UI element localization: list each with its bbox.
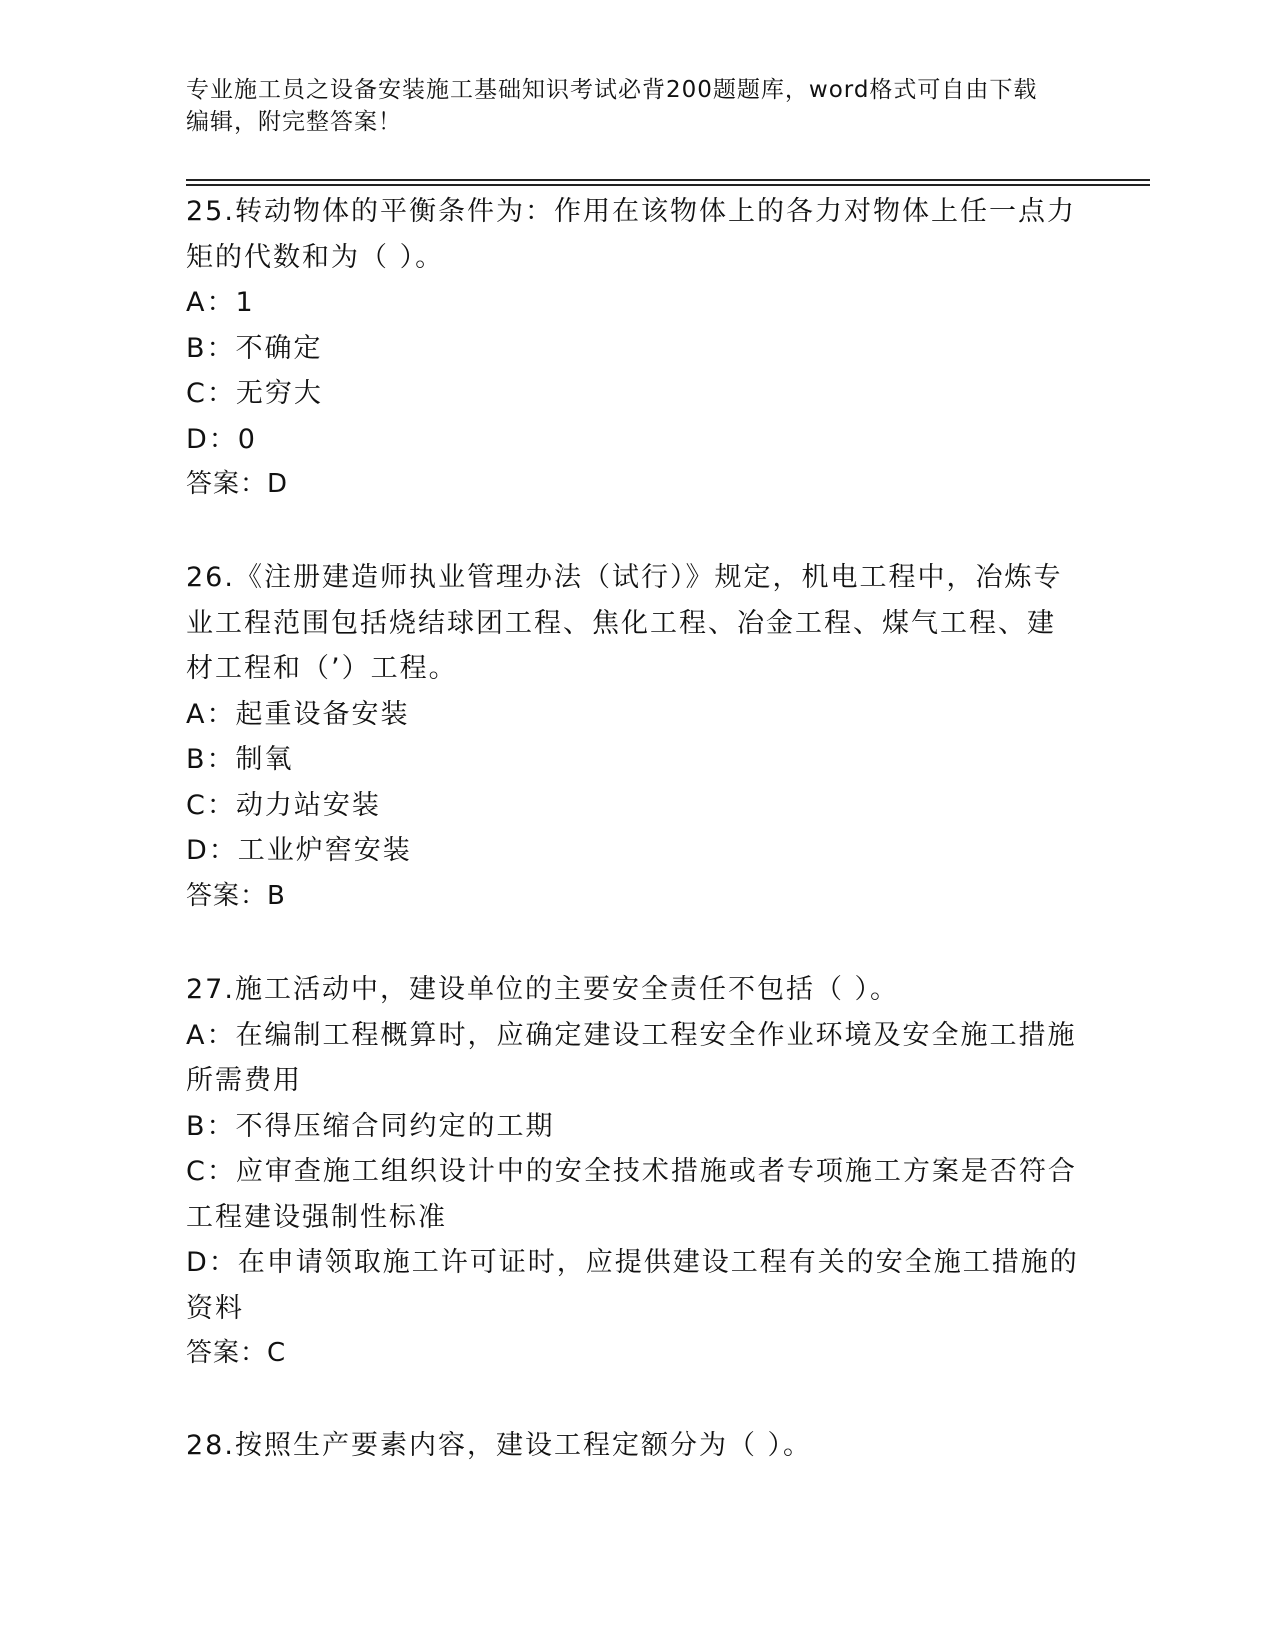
header-rule-bottom xyxy=(186,184,1150,186)
question-stem-line: 25.转动物体的平衡条件为：作用在该物体上的各力对物体上任一点力 xyxy=(186,196,1076,227)
option-c: C：动力站安装 xyxy=(186,789,381,821)
option-d: D：工业炉窖安装 xyxy=(186,835,412,866)
answer: 答案：D xyxy=(186,469,289,499)
question-27 xyxy=(186,967,1086,1377)
option-c-continued: 工程建设强制性标准 xyxy=(186,1201,447,1233)
option-d: D：0 xyxy=(186,423,257,455)
option-a: A：1 xyxy=(186,287,255,318)
option-b: B：制氧 xyxy=(186,744,294,775)
header-line-2: 编辑，附完整答案！ xyxy=(186,109,402,135)
option-b: B：不确定 xyxy=(186,332,323,364)
header-line-1: 专业施工员之设备安装施工基础知识考试必背200题题库，word格式可自由下载 xyxy=(186,77,1038,103)
question-stem-line: 28.按照生产要素内容，建设工程定额分为（ ）。 xyxy=(186,1430,813,1461)
option-c: C：无穷大 xyxy=(186,378,323,409)
option-a: A：在编制工程概算时，应确定建设工程安全作业环境及安全施工措施 xyxy=(186,1019,1077,1051)
option-c: C：应审查施工组织设计中的安全技术措施或者专项施工方案是否符合 xyxy=(186,1156,1077,1187)
document-header xyxy=(186,74,1066,138)
question-stem-line: 材工程和（’）工程。 xyxy=(186,653,458,684)
question-stem-line: 26.《注册建造师执业管理办法（试行）》规定，机电工程中，冶炼专 xyxy=(186,562,1063,593)
question-28 xyxy=(186,1423,1086,1469)
question-26 xyxy=(186,555,1086,919)
question-stem-line: 27.施工活动中，建设单位的主要安全责任不包括（ ）。 xyxy=(186,974,900,1005)
question-25 xyxy=(186,189,1086,508)
option-d: D：在申请领取施工许可证时，应提供建设工程有关的安全施工措施的 xyxy=(186,1247,1079,1278)
question-stem-line: 业工程范围包括烧结球团工程、焦化工程、冶金工程、煤气工程、建 xyxy=(186,607,1056,639)
answer: 答案：B xyxy=(186,880,286,911)
option-d-continued: 资料 xyxy=(186,1292,244,1324)
answer: 答案：C xyxy=(186,1338,287,1368)
question-stem-line: 矩的代数和为（ ）。 xyxy=(186,241,445,273)
header-rule-top xyxy=(186,179,1150,181)
option-a-continued: 所需费用 xyxy=(186,1065,302,1096)
option-b: B：不得压缩合同约定的工期 xyxy=(186,1110,555,1142)
option-a: A：起重设备安装 xyxy=(186,698,410,730)
